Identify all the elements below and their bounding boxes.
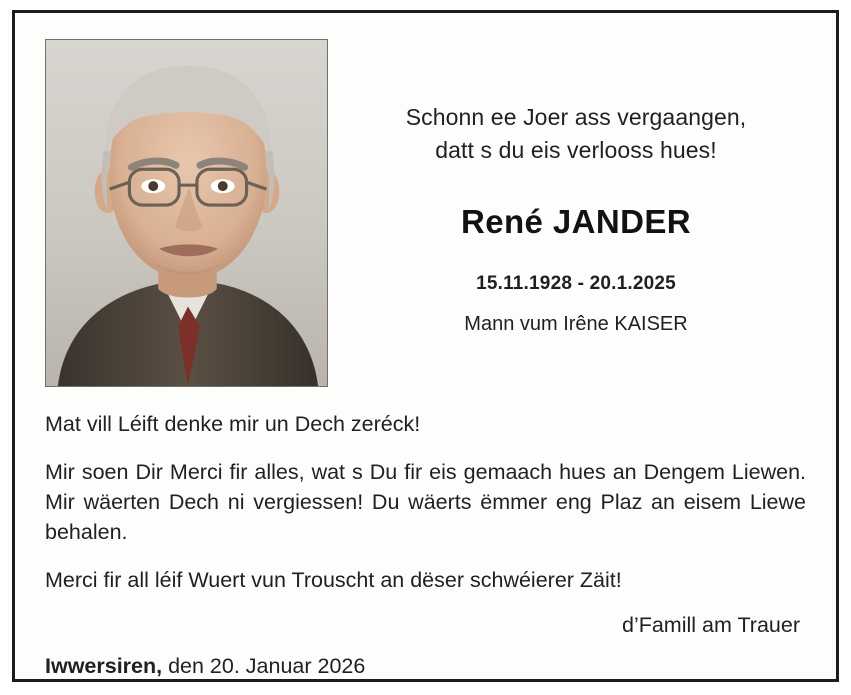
intro-line-2: datt s du eis verlooss hues! <box>435 137 717 163</box>
footer-date: den 20. Januar 2026 <box>162 654 366 678</box>
intro-line-1: Schonn ee Joer ass vergaangen, <box>405 104 747 130</box>
footer-place: Iwwersiren, <box>45 654 163 678</box>
family-signature: d’Famill am Trauer <box>621 613 800 637</box>
body-paragraph-3: Merci fir all léif Wuert vun Trouscht an dëser schwéierer Zäit! <box>45 568 622 592</box>
portrait-photo <box>45 39 328 387</box>
notice-inner <box>15 13 836 679</box>
footer-line <box>45 654 806 679</box>
body-paragraph-2: Mir soen Dir Merci fir alles, wat s Du fir eis gemaach hues an Dengem Liewen. Mir wäerten Dech ni vergiessen! Du wäerts ëmmer eng Plaz an eisem Liewe behalen. <box>45 460 806 544</box>
relation-line: Mann vum Irêne KAISER <box>464 313 688 335</box>
portrait-illustration <box>46 40 327 386</box>
head-block <box>328 39 806 336</box>
deceased-name: René JANDER <box>461 203 691 240</box>
obituary-notice-card <box>12 10 839 682</box>
notice-body <box>45 409 806 679</box>
body-paragraph-1: Mat vill Léift denke mir un Dech zeréck! <box>45 412 421 436</box>
notice-top-section <box>45 39 806 387</box>
life-dates: 15.11.1928 - 20.1.2025 <box>476 273 676 294</box>
